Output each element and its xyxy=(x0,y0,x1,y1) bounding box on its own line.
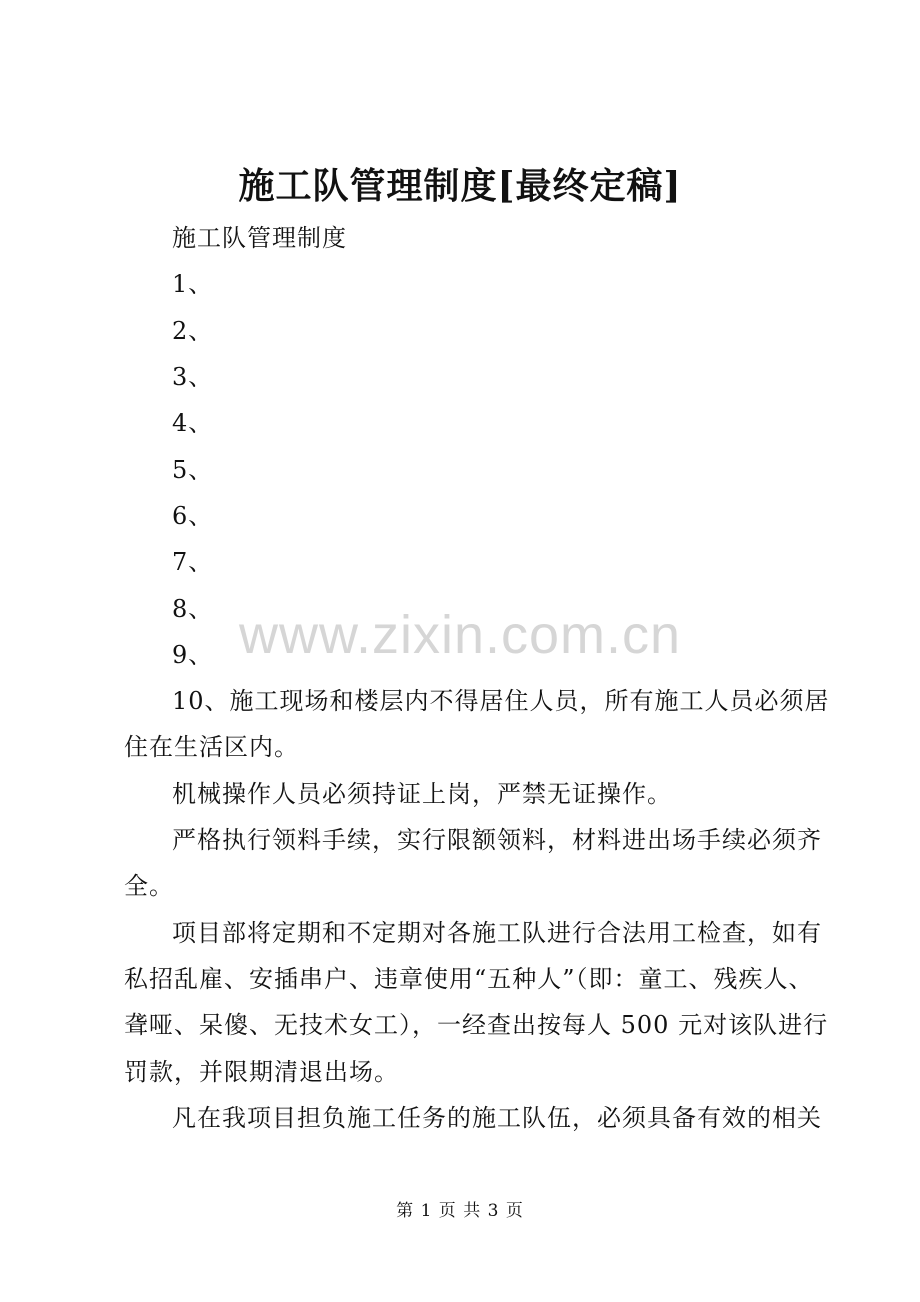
paragraph-line: 聋哑、呆傻、无技术女工），一经查出按每人 500 元对该队进行 xyxy=(124,1011,829,1039)
paragraph-line: 项目部将定期和不定期对各施工队进行合法用工检查，如有 xyxy=(172,919,822,947)
list-item: 5、 xyxy=(172,456,214,484)
paragraph-line: 罚款，并限期清退出场。 xyxy=(124,1058,399,1086)
page-footer: 第 1 页 共 3 页 xyxy=(396,1201,524,1221)
list-item: 7、 xyxy=(172,548,214,576)
paragraph-line: 凡在我项目担负施工任务的施工队伍，必须具备有效的相关 xyxy=(172,1104,822,1132)
list-item: 8、 xyxy=(172,595,214,623)
document-title: 施工队管理制度[最终定稿] xyxy=(238,165,682,207)
paragraph-line: 私招乱雇、安插串户、违章使用“五种人”（即：童工、残疾人、 xyxy=(124,965,814,993)
list-item: 4、 xyxy=(172,409,214,437)
subtitle: 施工队管理制度 xyxy=(172,224,347,252)
list-item: 1、 xyxy=(172,270,214,298)
list-item: 3、 xyxy=(172,363,214,391)
list-item: 2、 xyxy=(172,317,214,345)
paragraph-line: 机械操作人员必须持证上岗，严禁无证操作。 xyxy=(172,780,672,808)
list-item: 9、 xyxy=(172,641,214,669)
watermark: www.zixin.com.cn xyxy=(238,605,682,665)
paragraph-line: 全。 xyxy=(124,872,174,900)
paragraph-line: 住在生活区内。 xyxy=(124,733,299,761)
paragraph-line: 严格执行领料手续，实行限额领料，材料进出场手续必须齐 xyxy=(172,826,822,854)
paragraph-line: 10、施工现场和楼层内不得居住人员，所有施工人员必须居 xyxy=(172,687,830,715)
list-item: 6、 xyxy=(172,502,214,530)
